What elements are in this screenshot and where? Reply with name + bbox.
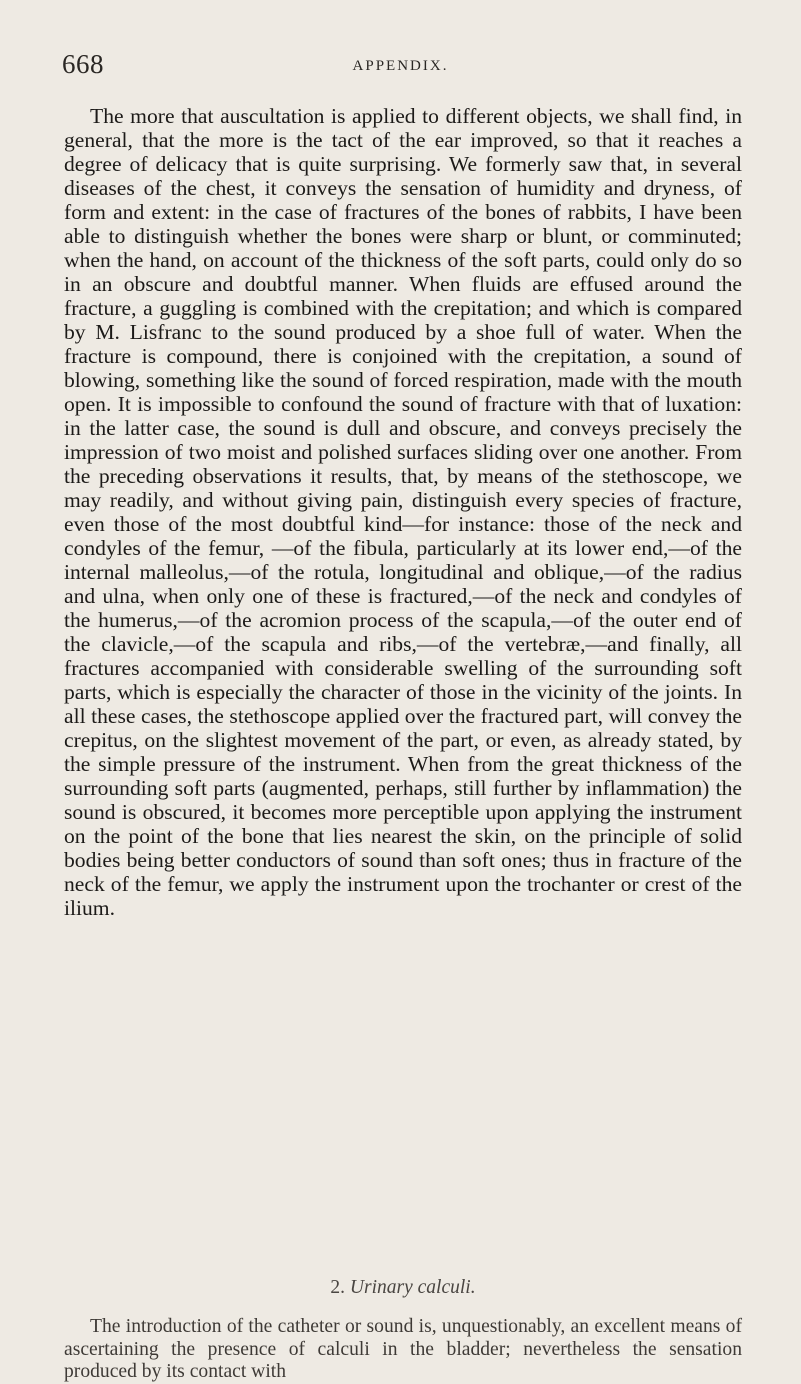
page-number: 668 <box>62 49 104 79</box>
section-title: Urinary calculi. <box>349 1277 476 1298</box>
running-head: APPENDIX. <box>352 58 449 74</box>
section-number: 2. <box>330 1277 346 1298</box>
section-text <box>64 1316 742 1384</box>
paragraph: The more that auscultation is applied to different objects, we shall find, in general, that the more is the tact of the ear improved, so that it reaches a degree of delicacy that is quite surprising. We formerly saw that, in several diseases of the chest, it conveys the sensation of humidity and dryness, of form and extent: in the case of fractures of the bones of rabbits, I have been able to distinguish whether the bones were sharp or blunt, or comminuted; when the hand, on account of the thickness of the soft parts, could only do so in an obscure and doubtful manner. When fluids are effused around the fracture, a guggling is combined with the crepitation; and which is compared by M. Lisfranc to the sound produced by a shoe full of water. When the fracture is compound, there is conjoined with the crepitation, a sound of blowing, something like the sound of forced respiration, made with the mouth open. It is impossible to confound the sound of fracture with that of luxation: in the latter case, the sound is dull and obscure, and conveys precisely the impression of two moist and polished surfaces sliding over one another. From the preceding observations it results, that, by means of the stethoscope, we may readily, and without giving pain, distinguish every species of fracture, even those of the most doubtful kind—for instance: those of the neck and condyles of the femur, —of the fibula, particularly at its lower end,—of the internal malleolus,—of the rotula, longitudinal and oblique,—of the radius and ulna, when only one of these is fractured,—of the neck and condyles of the humerus,—of the acromion process of the scapula,—of the outer end of the clavicle,—of the scapula and ribs,—of the vertebræ,—and finally, all fractures accompanied with considerable swelling of the surrounding soft parts, which is especially the character of those in the vicinity of the joints. In all these cases, the stethoscope applied over the fractured part, will convey the crepitus, on the slightest movement of the part, or even, as already stated, by the simple pressure of the instrument. When from the great thickness of the surrounding soft parts (augmented, perhaps, still further by inflammation) the sound is obscured, it becomes more perceptible upon applying the instrument on the point of the bone that lies nearest the skin, on the principle of solid bodies being better conductors of sound than soft ones; thus in fracture of the neck of the femur, we apply the instrument upon the trochanter or crest of the ilium. <box>64 104 742 920</box>
paragraph: The introduction of the catheter or sound is, unquestionably, an excellent means of ascertaining the presence of calculi in the bladder; nevertheless the sensation produced by its contact with <box>64 1316 742 1382</box>
section-heading <box>64 1277 742 1299</box>
main-text <box>64 104 742 920</box>
